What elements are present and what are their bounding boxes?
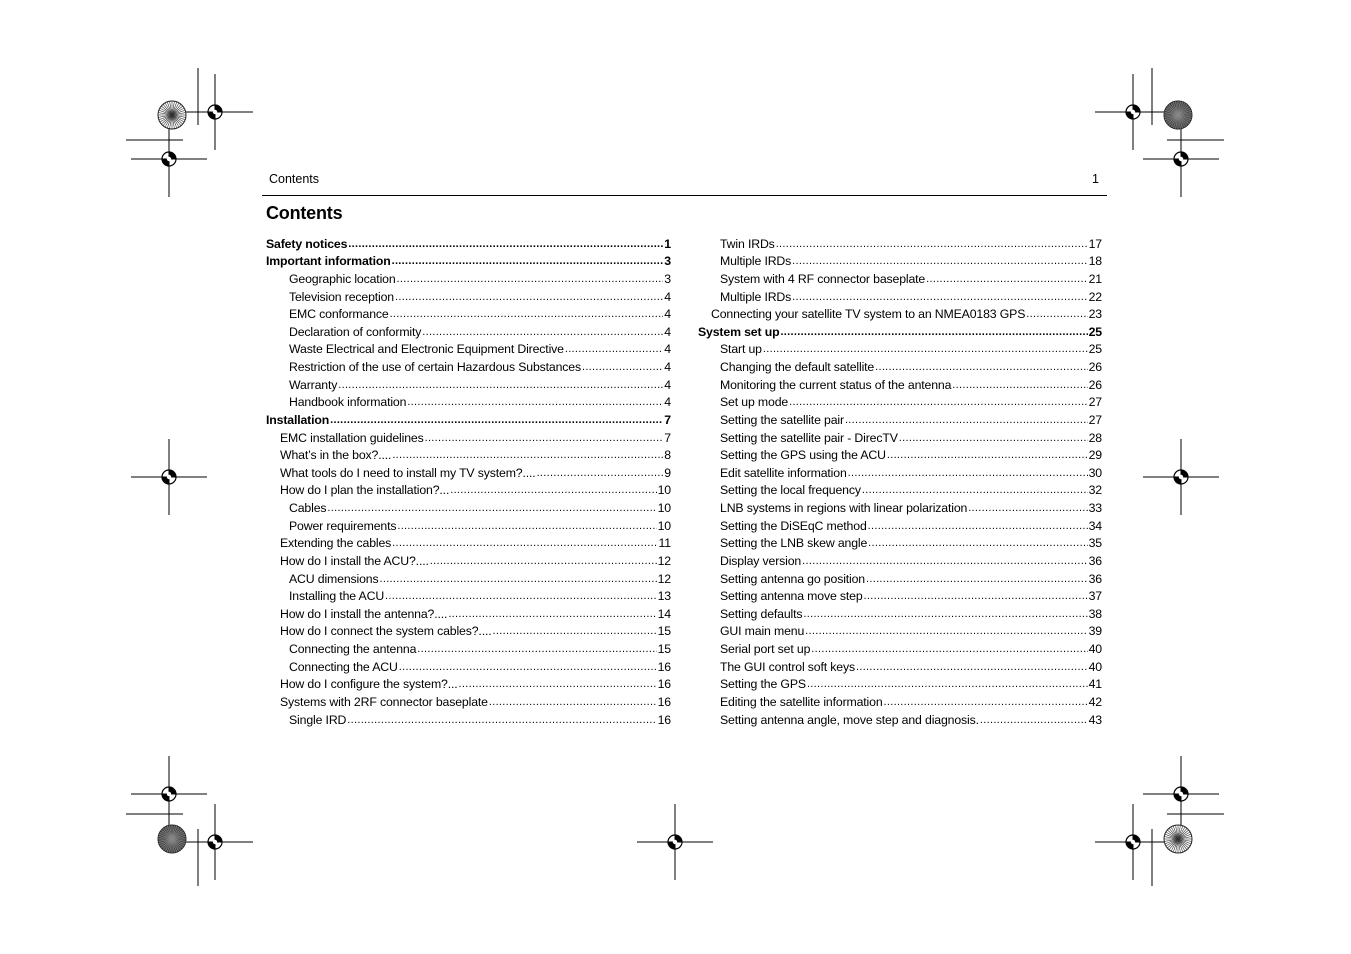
toc-entry (698, 480, 1102, 498)
registration-target-icon (637, 804, 713, 880)
toc-entry (266, 603, 671, 621)
toc-entry-title: LNB systems in regions with linear polarization (720, 501, 968, 515)
toc-entry (266, 497, 671, 515)
toc-entry (698, 462, 1102, 480)
starburst-target-icon (1164, 825, 1192, 853)
dot-leader (493, 625, 657, 635)
toc-entry (698, 392, 1102, 410)
toc-entry-page: 36 (1088, 553, 1102, 568)
page-title: Contents (266, 203, 343, 223)
toc-entry-page: 10 (657, 501, 671, 515)
toc-column-right (698, 233, 1102, 727)
dot-leader (792, 291, 1087, 301)
toc-entry-title: Setting the GPS (720, 677, 806, 692)
toc-entry-title: Setting antenna go position (720, 571, 865, 586)
toc-entry (698, 374, 1102, 392)
dot-leader (1026, 308, 1087, 318)
toc-entry-page: 40 (1088, 659, 1102, 674)
toc-entry-title: What’s in the box?.... (280, 448, 392, 463)
toc-entry (698, 268, 1102, 286)
registration-target-icon (131, 756, 207, 832)
toc-entry-title: System with 4 RF connector baseplate (720, 271, 926, 286)
dot-leader (866, 573, 1088, 583)
dot-leader (450, 484, 656, 494)
toc-entry-title: Multiple IRDs (720, 289, 792, 304)
dot-leader (390, 308, 664, 318)
toc-entry-page: 23 (1088, 307, 1102, 322)
toc-entry-page: 37 (1088, 589, 1102, 604)
toc-entry-title: How do I connect the system cables?.... (280, 624, 492, 639)
toc-entry-page: 3 (664, 254, 671, 269)
running-header-title: Contents (269, 172, 320, 186)
dot-leader (845, 414, 1088, 424)
toc-entry-page: 10 (657, 518, 671, 533)
toc-entry-title: Setting the GPS using the ACU (720, 448, 886, 463)
toc-entry-title: Twin IRDs (720, 236, 775, 251)
toc-entry-title: Display version (720, 553, 802, 568)
dot-leader (385, 590, 657, 600)
toc-entry-page: 1 (664, 236, 671, 251)
toc-entry (698, 586, 1102, 604)
toc-entry (698, 533, 1102, 551)
starburst-target-icon (158, 825, 186, 853)
dot-leader (348, 238, 663, 248)
toc-entry-page: 27 (1088, 412, 1102, 427)
toc-entry (266, 621, 671, 639)
toc-entry-title: Serial port set up (720, 642, 811, 656)
dot-leader (875, 361, 1088, 371)
dot-leader (807, 678, 1088, 688)
toc-entry-title: Setting the DiSEqC method (720, 518, 867, 533)
toc-entry (698, 233, 1102, 251)
toc-entry-title: Installing the ACU (289, 589, 385, 604)
dot-leader (330, 414, 663, 424)
dot-leader (537, 467, 664, 477)
toc-entry-title: Safety notices (266, 236, 348, 251)
toc-entry-title: Monitoring the current status of the antenna (720, 377, 952, 392)
toc-entry-page: 16 (657, 712, 671, 727)
dot-leader (899, 432, 1088, 442)
toc-entry-title: Cables (289, 501, 327, 515)
toc-entry (266, 638, 671, 656)
toc-entry-title: Declaration of conformity (289, 324, 422, 339)
toc-entry-page: 4 (664, 395, 671, 410)
toc-entry-page: 40 (1088, 642, 1102, 656)
toc-entry-page: 4 (664, 307, 671, 322)
running-header (262, 171, 1107, 196)
toc-entry (266, 356, 671, 374)
registration-target-icon (1095, 804, 1171, 880)
toc-entry-title: ACU dimensions (289, 571, 379, 586)
toc-entry (698, 445, 1102, 463)
toc-entry-title: How do I install the antenna?.... (280, 606, 448, 621)
toc-entry-title: Important information (266, 254, 391, 269)
dot-leader (805, 625, 1087, 635)
toc-entry-page: 7 (664, 412, 671, 427)
registration-target-icon (177, 804, 253, 880)
dot-leader (792, 255, 1087, 265)
toc-entry-title: Television reception (289, 289, 394, 304)
toc-entry-page: 26 (1088, 377, 1102, 392)
toc-entry-title: Geographic location (289, 271, 396, 286)
toc-entry (266, 533, 671, 551)
dot-leader (565, 343, 663, 353)
toc-entry (266, 374, 671, 392)
toc-entry (266, 233, 671, 251)
toc-entry-title: Installation (266, 412, 330, 427)
dot-leader (395, 291, 663, 301)
registration-target-icon (1095, 74, 1171, 150)
toc-entry-page: 30 (1088, 465, 1102, 480)
toc-entry (266, 427, 671, 445)
toc-entry-page: 32 (1088, 483, 1102, 498)
dot-leader (968, 502, 1087, 512)
dot-leader (776, 238, 1088, 248)
toc-column-left (266, 233, 671, 727)
toc-entry-title: Start up (720, 342, 762, 357)
toc-entry-page: 7 (664, 430, 671, 445)
toc-entry-title: Setting antenna move step (720, 589, 863, 604)
toc-entry-title: Changing the default satellite (720, 360, 875, 374)
toc-entry-page: 3 (664, 271, 671, 286)
toc-entry (698, 603, 1102, 621)
toc-entry-title: Systems with 2RF connector baseplate (280, 694, 488, 709)
toc-entry-title: Restriction of the use of certain Hazardous Substances (289, 360, 581, 374)
toc-entry-page: 16 (657, 677, 671, 692)
toc-entry (266, 286, 671, 304)
toc-entry-page: 4 (664, 377, 671, 392)
toc-entry (266, 409, 671, 427)
dot-leader (448, 608, 656, 618)
toc-entry-title: What tools do I need to install my TV system?.... (280, 465, 536, 480)
dot-leader (417, 643, 656, 653)
toc-entry-page: 29 (1088, 448, 1102, 463)
dot-leader (803, 608, 1087, 618)
toc-entry (698, 286, 1102, 304)
toc-entry-page: 12 (657, 571, 671, 586)
toc-entry-page: 28 (1088, 430, 1102, 445)
dot-leader (397, 520, 656, 530)
toc-entry (698, 621, 1102, 639)
toc-entry (266, 480, 671, 498)
toc-entry-page: 36 (1088, 571, 1102, 586)
toc-entry-page: 33 (1088, 501, 1102, 515)
dot-leader (392, 255, 664, 265)
dot-leader (459, 678, 657, 688)
dot-leader (489, 696, 657, 706)
toc-entry-page: 16 (657, 659, 671, 674)
toc-entry-title: System set up (698, 324, 780, 339)
toc-entry-title: Editing the satellite information (720, 694, 883, 709)
toc-entry (698, 339, 1102, 357)
toc-entry (698, 674, 1102, 692)
toc-entry-page: 15 (657, 642, 671, 656)
dot-leader (392, 537, 657, 547)
toc-entry (266, 568, 671, 586)
dot-leader (868, 520, 1088, 530)
starburst-target-icon (1164, 101, 1192, 129)
dot-leader (780, 326, 1087, 336)
dot-leader (856, 661, 1088, 671)
toc-entry-title: Setting defaults (720, 606, 803, 621)
toc-entry-page: 35 (1088, 536, 1102, 551)
toc-entry-title: Setting the LNB skew angle (720, 536, 868, 551)
toc-entry-title: Set up mode (720, 395, 789, 410)
dot-leader (763, 343, 1088, 353)
toc-entry (698, 568, 1102, 586)
dot-leader (884, 696, 1088, 706)
toc-entry (266, 268, 671, 286)
toc-entry (266, 339, 671, 357)
dot-leader (887, 449, 1088, 459)
toc-entry-title: How do I plan the installation?... (280, 483, 450, 498)
toc-entry-page: 22 (1088, 289, 1102, 304)
dot-leader (399, 661, 657, 671)
toc-entry-page: 21 (1088, 271, 1102, 286)
dot-leader (347, 714, 656, 724)
dot-leader (422, 326, 663, 336)
toc-entry-page: 34 (1088, 518, 1102, 533)
toc-entry-page: 14 (657, 606, 671, 621)
toc-entry-title: Connecting the ACU (289, 659, 398, 674)
toc-entry-page: 16 (657, 694, 671, 709)
dot-leader (802, 555, 1087, 565)
toc-entry (698, 409, 1102, 427)
toc-entry-title: Handbook information (289, 395, 407, 410)
toc-entry-title: Connecting your satellite TV system to an NMEA0183 GPS (711, 307, 1026, 322)
toc-entry (698, 321, 1102, 339)
dot-leader (582, 361, 663, 371)
toc-entry (266, 462, 671, 480)
toc-entry (266, 445, 671, 463)
dot-leader (864, 590, 1088, 600)
toc-entry-page: 11 (658, 536, 671, 551)
toc-entry-title: The GUI control soft keys (720, 659, 855, 674)
toc-entry-page: 9 (664, 465, 671, 480)
toc-entry-title: Waste Electrical and Electronic Equipment Directive (289, 342, 564, 357)
toc-entry-page: 4 (664, 360, 671, 374)
toc-entry-title: Setting the local frequency (720, 483, 861, 498)
toc-entry-page: 25 (1088, 324, 1102, 339)
dot-leader (811, 643, 1087, 653)
dot-leader (379, 573, 656, 583)
toc-entry-title: Edit satellite information (720, 465, 847, 480)
toc-entry-page: 39 (1088, 624, 1102, 639)
registration-target-icon (131, 439, 207, 515)
toc-entry-title: Extending the cables (280, 536, 392, 551)
registration-target-icon (131, 121, 207, 197)
toc-entry-title: GUI main menu (720, 624, 805, 639)
toc-entry (698, 427, 1102, 445)
toc-entry (266, 674, 671, 692)
registration-target-icon (1143, 121, 1219, 197)
toc-entry (266, 392, 671, 410)
toc-entry-page: 41 (1088, 677, 1102, 692)
toc-entry-page: 27 (1088, 395, 1102, 410)
toc-entry-page: 4 (664, 324, 671, 339)
dot-leader (327, 502, 656, 512)
toc-entry-page: 43 (1088, 712, 1102, 727)
toc-entry (698, 356, 1102, 374)
dot-leader (397, 273, 664, 283)
dot-leader (425, 432, 664, 442)
dot-leader (952, 379, 1087, 389)
registration-target-icon (1143, 756, 1219, 832)
toc-entry-page: 10 (657, 483, 671, 498)
toc-entry-title: Connecting the antenna (289, 642, 417, 656)
toc-entry-page: 25 (1088, 342, 1102, 357)
toc-entry-page: 26 (1088, 360, 1102, 374)
toc-entry (698, 550, 1102, 568)
toc-entry (266, 251, 671, 269)
toc-entry-page: 12 (657, 553, 671, 568)
running-header-page-number: 1 (1092, 172, 1099, 186)
toc-entry (266, 691, 671, 709)
toc-entry (698, 497, 1102, 515)
dot-leader (407, 396, 663, 406)
toc-entry (698, 251, 1102, 269)
toc-entry-title: EMC conformance (289, 307, 389, 322)
toc-entry-title: Setting the satellite pair (720, 412, 844, 427)
toc-entry-page: 38 (1088, 606, 1102, 621)
toc-entry (266, 515, 671, 533)
toc-entry-page: 4 (664, 289, 671, 304)
dot-leader (848, 467, 1088, 477)
dot-leader (868, 537, 1087, 547)
toc-entry-title: Warranty (289, 377, 338, 392)
registration-target-icon (1143, 439, 1219, 515)
toc-entry-title: How do I configure the system?... (280, 677, 458, 692)
dot-leader (430, 555, 657, 565)
toc-entry (698, 691, 1102, 709)
toc-entry-title: Setting the satellite pair - DirecTV (720, 430, 898, 445)
dot-leader (862, 484, 1088, 494)
toc-entry (266, 709, 671, 727)
toc-entry-title: How do I install the ACU?.... (280, 553, 429, 568)
toc-entry (698, 638, 1102, 656)
toc-entry (266, 304, 671, 322)
toc-entry-title: Multiple IRDs (720, 254, 792, 269)
toc-entry (698, 656, 1102, 674)
starburst-target-icon (158, 101, 186, 129)
dot-leader (338, 379, 663, 389)
toc-entry (698, 515, 1102, 533)
toc-entry (698, 304, 1102, 322)
dot-leader (789, 396, 1088, 406)
dot-leader (392, 449, 663, 459)
toc-entry (266, 550, 671, 568)
toc-entry-title: Setting antenna angle, move step and diagnosis. (720, 712, 979, 727)
dot-leader (980, 714, 1088, 724)
toc-entry-page: 17 (1088, 236, 1102, 251)
registration-target-icon (177, 74, 253, 150)
toc-entry-title: Single IRD (289, 712, 347, 727)
toc-entry-title: EMC installation guidelines (280, 430, 424, 445)
toc-entry-page: 18 (1088, 254, 1102, 269)
toc-entry-title: Power requirements (289, 518, 397, 533)
toc-entry-page: 13 (657, 589, 671, 604)
toc-entry (266, 656, 671, 674)
toc-entry (698, 709, 1102, 727)
toc-entry-page: 4 (664, 342, 671, 357)
toc-entry-page: 15 (657, 624, 671, 639)
toc-entry-page: 8 (664, 448, 671, 463)
toc-entry (266, 321, 671, 339)
dot-leader (926, 273, 1087, 283)
toc-entry (266, 586, 671, 604)
toc-entry-page: 42 (1088, 694, 1102, 709)
